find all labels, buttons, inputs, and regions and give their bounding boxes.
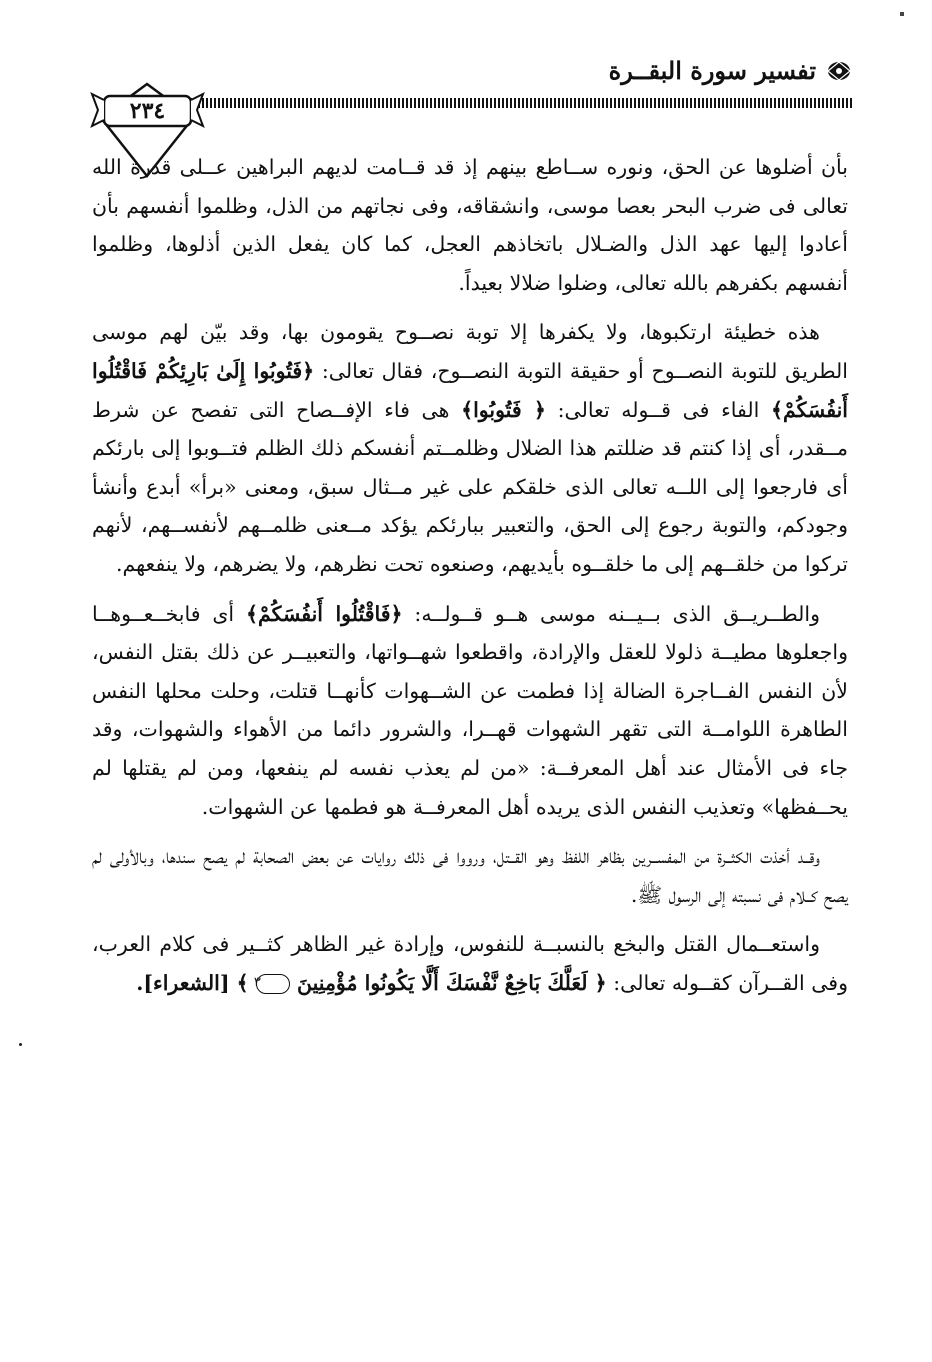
paragraph-text: واستعــمال القتل والبخع بالنسبــة للنفوس، وإرادة غير الظاهر كثــير فى كلام العرب، وفى القــرآن كقــوله تعالى: — [92, 932, 848, 995]
paragraph-text: والطــريــق الذى بــيــنه موسى هــو قــولــه: — [402, 601, 820, 626]
page-body — [92, 148, 848, 1013]
quran-quote: ﴿فَتُوبُوا إِلَىٰ بَارِئِكُمْ فَاقْتُلُوا أَنفُسَكُمْ﴾ — [92, 358, 848, 422]
paragraph-4 — [92, 837, 848, 914]
running-title-text: تفسير سورة البقــرة — [608, 56, 816, 85]
paragraph-5 — [92, 925, 848, 1002]
surah-citation: [الشعراء]. — [136, 970, 237, 995]
paragraph-text: وقــد أخذت الكثــرة من المفســرين بظاهر اللفظ وهو القــتل، ورووا فى ذلك روايات عن بعض الصحابة لم يصح سندها، وبالأولى لم يصح كــلام فى نسبته إلى الرسول ﷺ. — [92, 844, 848, 907]
quran-quote: ﴿ لَعَلَّكَ بَاخِعٌ نَّفْسَكَ أَلَّا يَكُونُوا مُؤْمِنِينَ — [289, 970, 607, 995]
ayah-number-marker: ٣ — [256, 974, 290, 994]
paragraph-text: الفاء فى قــوله تعالى: — [545, 397, 771, 422]
quran-quote: ﴿ فَتُوبُوا﴾ — [461, 397, 546, 422]
paragraph-text: بأن أضلوها عن الحق، ونوره ســاطع بينهم إذ قد قــامت لديهم البراهين عــلى قدرة الله تعالى فى ضرب البحر بعصا موسى، وانشقاقه، وفى نجاتهم من الذل، وظلموا أنفسهم بأن أعادوا إليها عهد الذل والضـلال باتخاذهم العجل، كما كان يفعل الذين أذلوها، وظلموا أنفسهم بكفرهم بالله تعالى، وضلوا ضلالا بعيداً. — [92, 155, 848, 295]
paragraph-text: أى فابخــعــوهــا واجعلوها مطيــة ذلولا للعقل والإرادة، واقطعوا شهــواتها، والتعبيــر عن ذلك بقتل النفس، لأن النفس الفــاجرة الضالة إذا فطمت عن الشــهوات كأنهــا قتلت، وحلت محلها النفس الطاهرة اللوامــة التى تقهر الشهوات قهــرا، والشرور دائما من الأهواء والشهوات، وقد جاء فى الأمثال عند أهل المعرفــة: «من لم يعذب نفسه لم ينفعها، ومن لم يقتلها لم يحــفظها» وتعذيب النفس الذى يريده أهل المعرفــة هو فطمها عن الشهوات. — [92, 601, 848, 819]
quran-quote-close: ﴾ — [236, 970, 256, 995]
paragraph-1 — [92, 148, 848, 302]
paragraph-text: هى فاء الإفــصاح التى تفصح عن شرط مــقدر، أى إذا كنتم قد ضللتم هذا الضلال وظلمــتم أنفسكم ذلك الظلم فتــوبوا إلى بارئكم أى فارجعوا إلى اللــه تعالى الذى خلقكم على غير مــثال سبق، ومعنى «برأ» أبدع وأنشأ وجودكم، والتوبة رجوع إلى الحق، والتعبير ببارئكم يؤكد مــعنى ظلمــهم لأنفســهم، لأنهم تركوا من خلقــهم إلى ما خلقــوه بأيديهم، وصنعوه تحت نظرهم، ولا يضرهم، ولا ينفعهم. — [92, 397, 848, 576]
header-rule — [150, 98, 852, 108]
page-header — [90, 40, 852, 150]
quran-quote: ﴿فَاقْتُلُوا أَنفُسَكُمْ﴾ — [245, 601, 403, 626]
paragraph-2 — [92, 313, 848, 583]
title-ornament-icon — [826, 60, 852, 82]
running-title — [609, 56, 852, 85]
scan-speck — [19, 1043, 22, 1046]
page-number: ٢٣٤ — [129, 98, 166, 124]
paragraph-text: هذه خطيئة ارتكبوها، ولا يكفرها إلا توبة نصــوح يقومون بها، وقد بيّن لهم موسى الطريق للتوبة النصــوح أو حقيقة التوبة النصــوح، فقال تعالى: — [92, 320, 848, 383]
scan-speck — [900, 12, 904, 16]
paragraph-3 — [92, 595, 848, 827]
